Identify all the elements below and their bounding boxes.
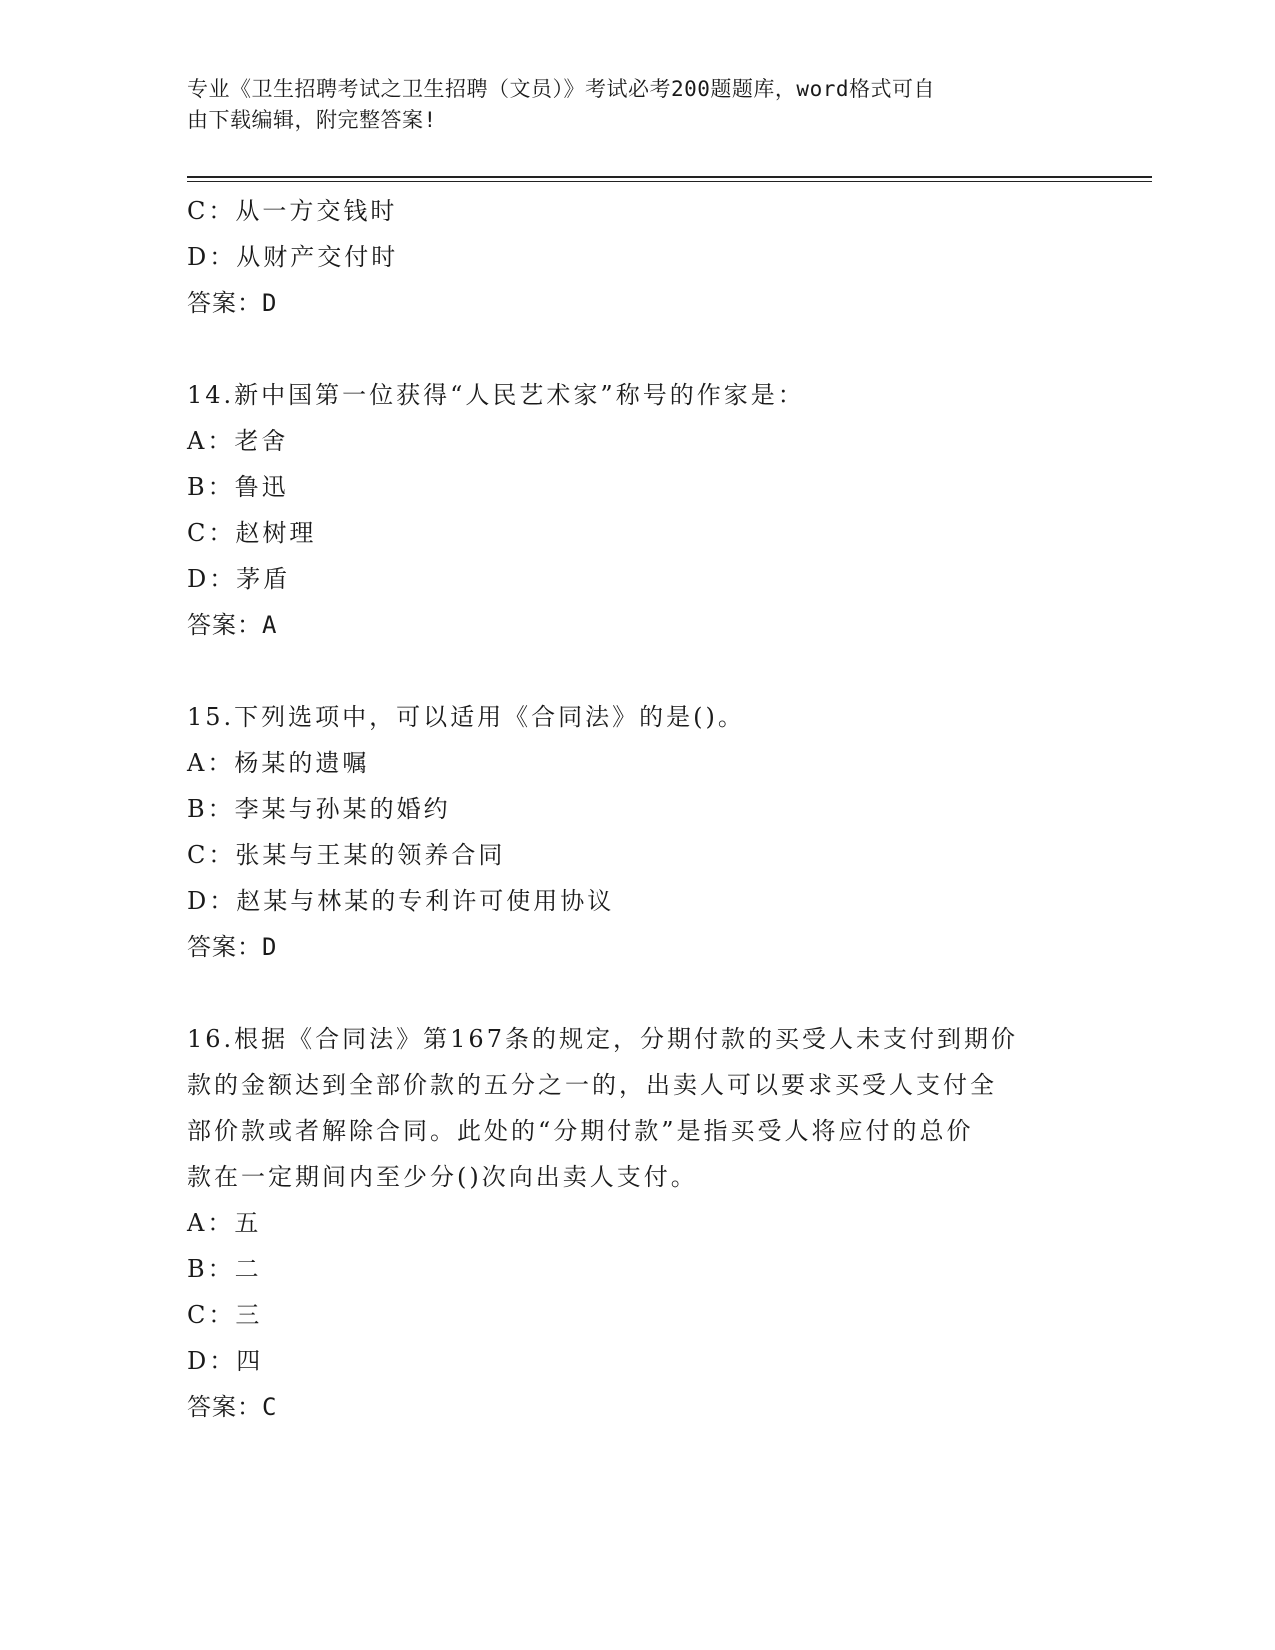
header-line-1: 专业《卫生招聘考试之卫生招聘（文员）》考试必考200题题库，word格式可自 <box>187 77 935 101</box>
option-a: A：五 <box>187 1209 262 1237</box>
spacer <box>187 970 1087 1016</box>
spacer <box>187 326 1087 372</box>
answer-line: 答案：C <box>187 1393 278 1421</box>
header-line-2: 由下载编辑，附完整答案! <box>187 108 437 132</box>
option-d: D：从财产交付时 <box>187 243 399 271</box>
option-c: C：张某与王某的领养合同 <box>187 841 506 869</box>
option-d: D：四 <box>187 1347 264 1375</box>
document-header <box>187 74 1067 136</box>
question-stem: 15.下列选项中，可以适用《合同法》的是()。 <box>187 703 745 731</box>
question-stem-line-1: 16.根据《合同法》第167条的规定，分期付款的买受人未支付到期价 <box>187 1025 1018 1053</box>
spacer <box>187 648 1087 694</box>
question-16 <box>187 1016 1087 1430</box>
option-a: A：杨某的遗嘱 <box>187 749 370 777</box>
question-stem-line-3: 部价款或者解除合同。此处的“分期付款”是指买受人将应付的总价 <box>187 1117 974 1145</box>
carryover-question <box>187 188 1087 326</box>
question-content <box>187 188 1087 1430</box>
header-divider-thin <box>187 181 1152 182</box>
answer-line: 答案：D <box>187 933 278 961</box>
header-divider-thick <box>187 176 1152 178</box>
option-c: C：从一方交钱时 <box>187 197 398 225</box>
question-stem-line-2: 款的金额达到全部价款的五分之一的，出卖人可以要求买受人支付全 <box>187 1071 997 1099</box>
question-15 <box>187 694 1087 970</box>
question-14 <box>187 372 1087 648</box>
option-b: B：李某与孙某的婚约 <box>187 795 451 823</box>
option-a: A：老舍 <box>187 427 289 455</box>
question-stem: 14.新中国第一位获得“人民艺术家”称号的作家是： <box>187 381 805 409</box>
option-d: D：赵某与林某的专利许可使用协议 <box>187 887 615 915</box>
answer-line: 答案：D <box>187 289 278 317</box>
option-b: B：二 <box>187 1255 262 1283</box>
option-b: B：鲁迅 <box>187 473 289 501</box>
option-c: C：三 <box>187 1301 263 1329</box>
answer-line: 答案：A <box>187 611 278 639</box>
option-c: C：赵树理 <box>187 519 317 547</box>
question-stem-line-4: 款在一定期间内至少分()次向出卖人支付。 <box>187 1163 698 1191</box>
option-d: D：茅盾 <box>187 565 291 593</box>
